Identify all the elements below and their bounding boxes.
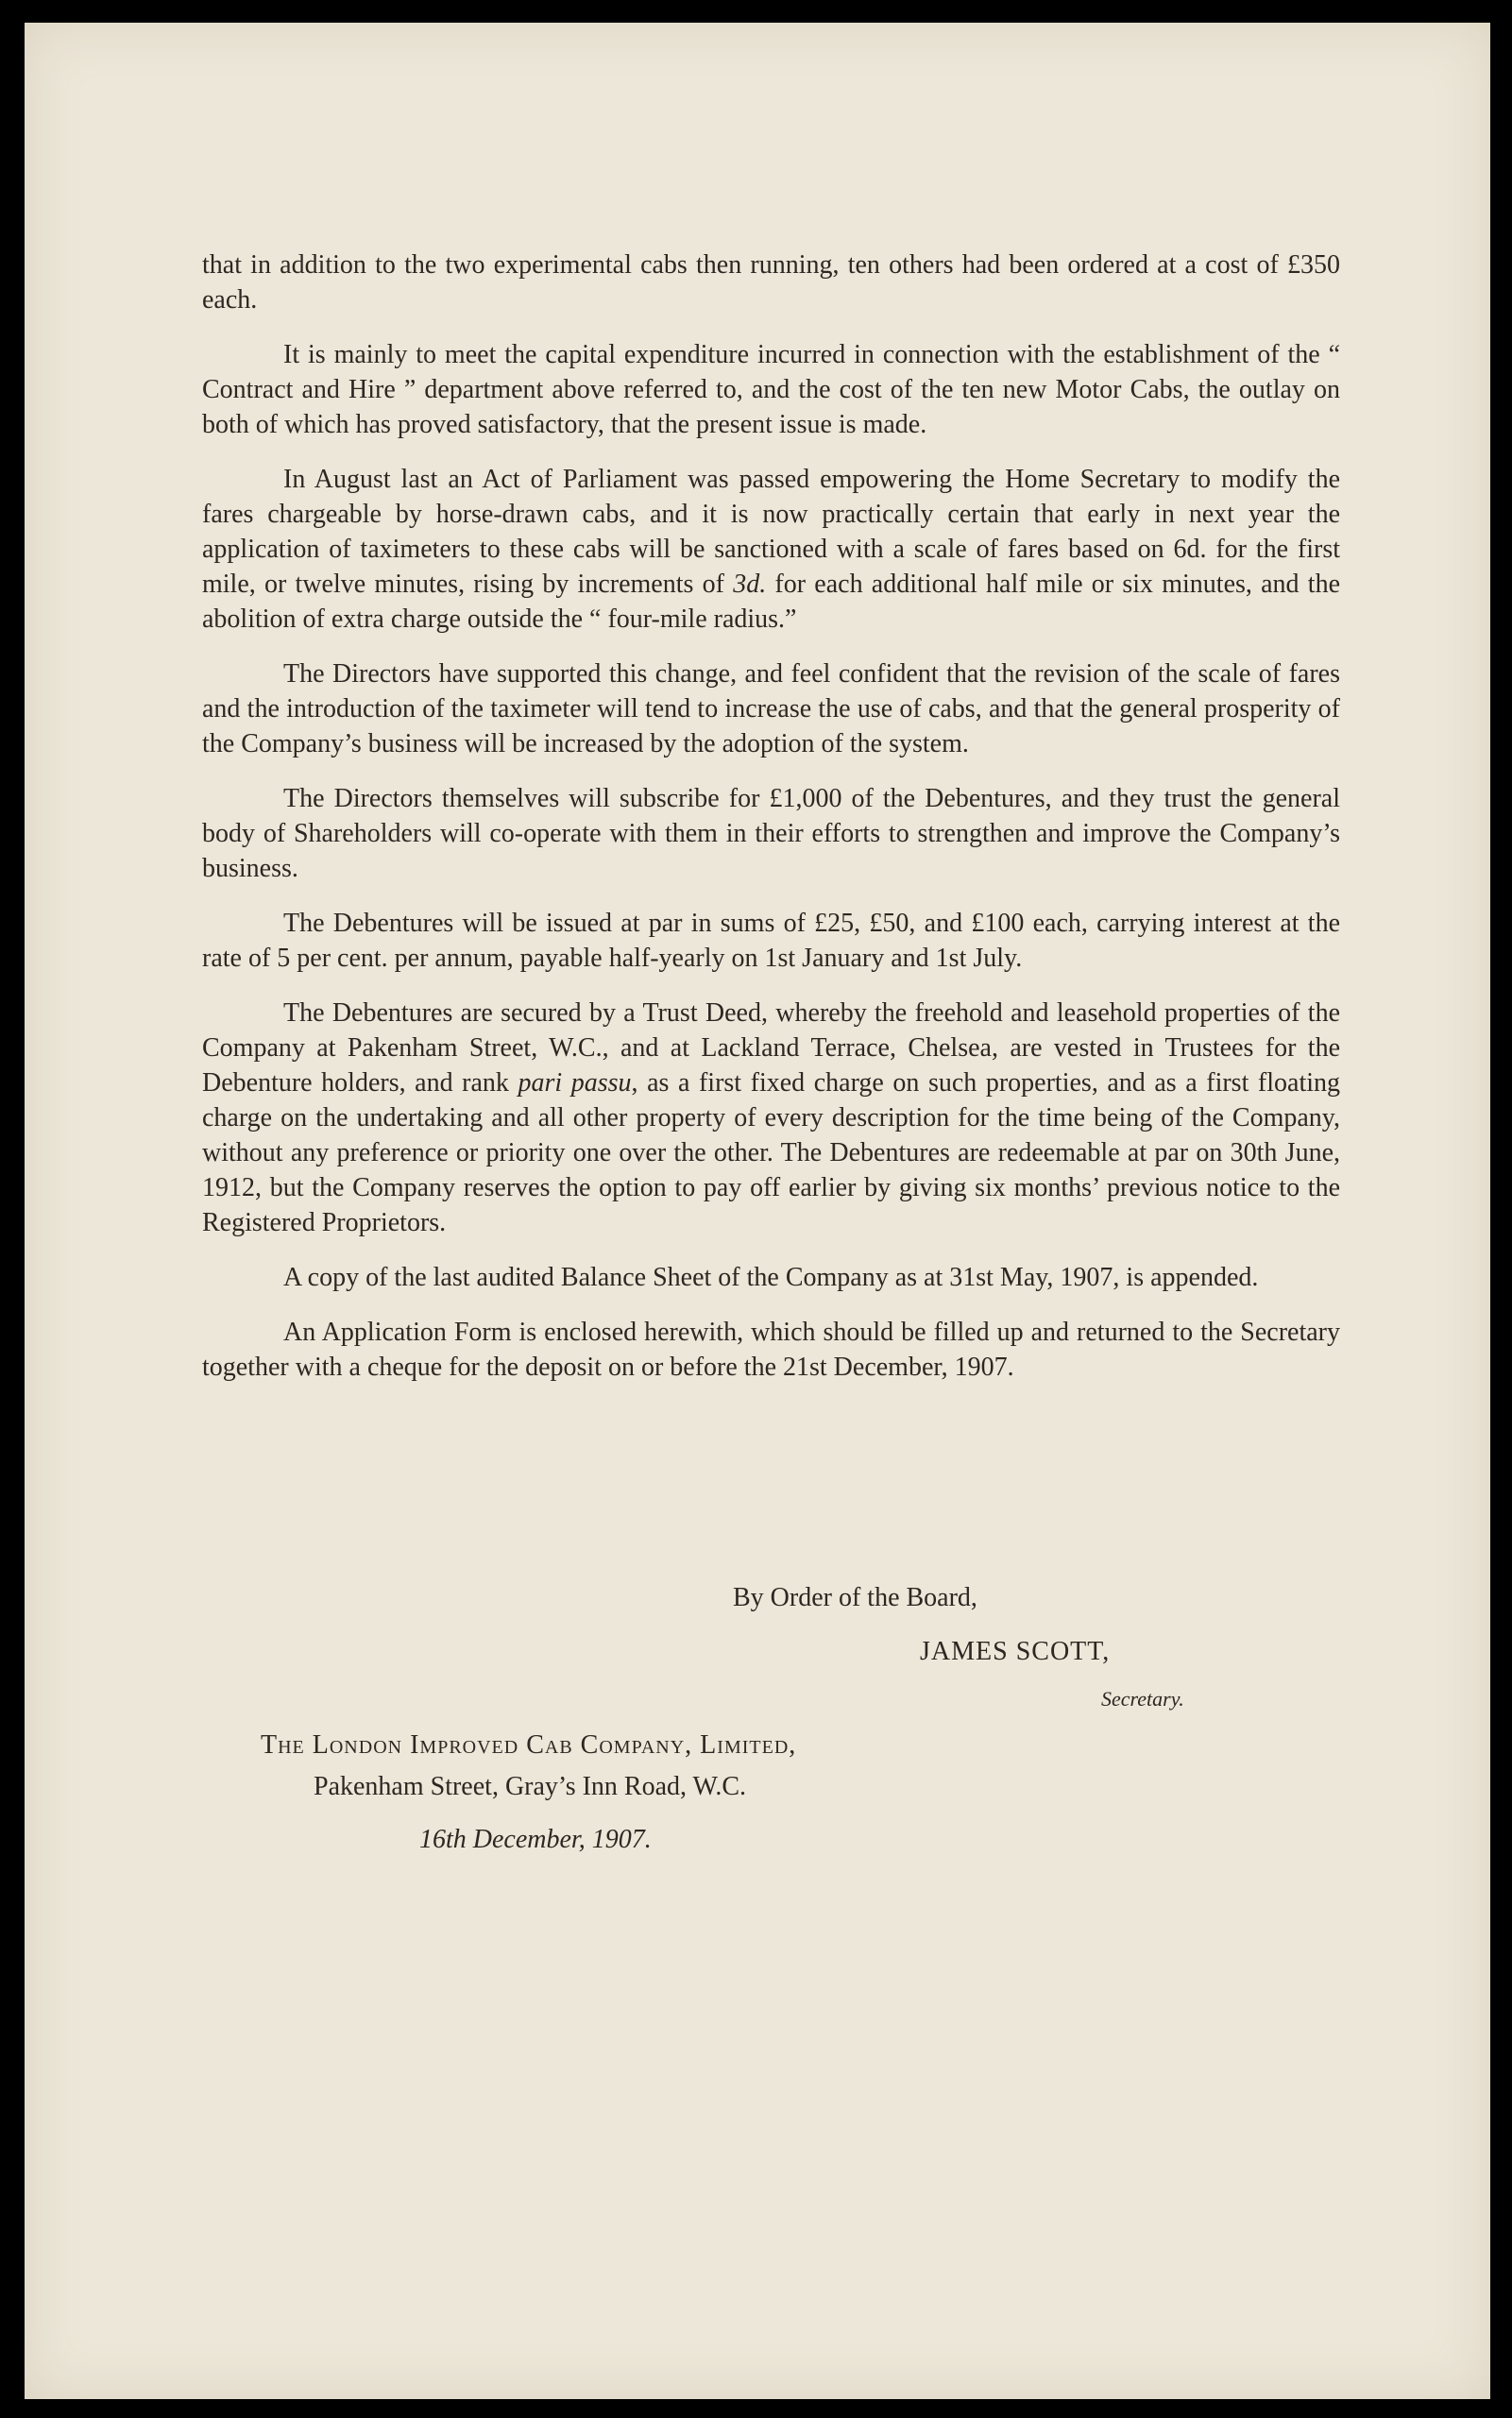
letter-date: 16th December, 1907.: [419, 1825, 652, 1854]
paragraph-debenture-terms: The Debentures will be issued at par in sums of £25, £50, and £100 each, carrying interest at the rate of 5 per cent. per annum, payable half-yearly on 1st January and 1st July.: [202, 909, 1340, 973]
by-order-line: By Order of the Board,: [733, 1583, 977, 1612]
paragraph-directors-support: The Directors have supported this change, and feel confident that the revision of the scale of fares and the introduction of the taximeter will tend to increase the use of cabs, and that the general prosperity of the Company’s business will be increased by the adoption of the system.: [202, 659, 1340, 758]
paragraph-balance-sheet: A copy of the last audited Balance Sheet of the Company as at 31st May, 1907, is appended.: [283, 1263, 1259, 1292]
signatory-name: JAMES SCOTT,: [920, 1637, 1111, 1666]
paragraph-directors-subscribe: The Directors themselves will subscribe for £1,000 of the Debentures, and they trust the general body of Shareholders will co-operate with them in their efforts to strengthen and improve the Company’s business.: [202, 784, 1340, 883]
paragraph-application-form: An Application Form is enclosed herewith, which should be filled up and returned to the Secretary together with a cheque for the deposit on or before the 21st December, 1907.: [202, 1318, 1340, 1382]
signatory-title: Secretary.: [1101, 1687, 1184, 1711]
paragraph-trust-deed: The Debentures are secured by a Trust Deed, whereby the freehold and leasehold properties of the Company at Pakenham Street, W.C., and at Lackland Terrace, Chelsea, are vested in Trustees for the Debenture holders, and rank pari passu, as a first fixed charge on such properties, and as a first floating charge on the undertaking and all other property of every description for the time being of the Company, without any preference or priority one over the other. The Debentures are redeemable at par on 30th June, 1912, but the Company reserves the option to pay off earlier by giving six months’ previous notice to the Registered Proprietors.: [202, 998, 1341, 1237]
letter-body: [202, 247, 1340, 1385]
document-page: [25, 23, 1490, 2399]
company-address: Pakenham Street, Gray’s Inn Road, W.C.: [314, 1772, 747, 1801]
paragraph-capital-expenditure: It is mainly to meet the capital expenditure incurred in connection with the establishment of the “ Contract and Hire ” department above referred to, and the cost of the ten new Motor Cabs, the outlay on both of which has proved satisfactory, that the present issue is made.: [202, 340, 1340, 439]
paragraph-cab-order: that in addition to the two experimental cabs then running, ten others had been ordered at a cost of £350 each.: [202, 250, 1340, 315]
company-name: The London Improved Cab Company, Limited,: [261, 1730, 797, 1760]
paragraph-act-of-parliament: In August last an Act of Parliament was passed empowering the Home Secretary to modify the fares chargeable by horse-drawn cabs, and it is now practically certain that early in next year the application of taximeters to these cabs will be sanctioned with a scale of fares based on 6d. for the first mile, or twelve minutes, rising by increments of 3d. for each additional half mile or six minutes, and the abolition of extra charge outside the “ four-mile radius.”: [202, 465, 1340, 634]
